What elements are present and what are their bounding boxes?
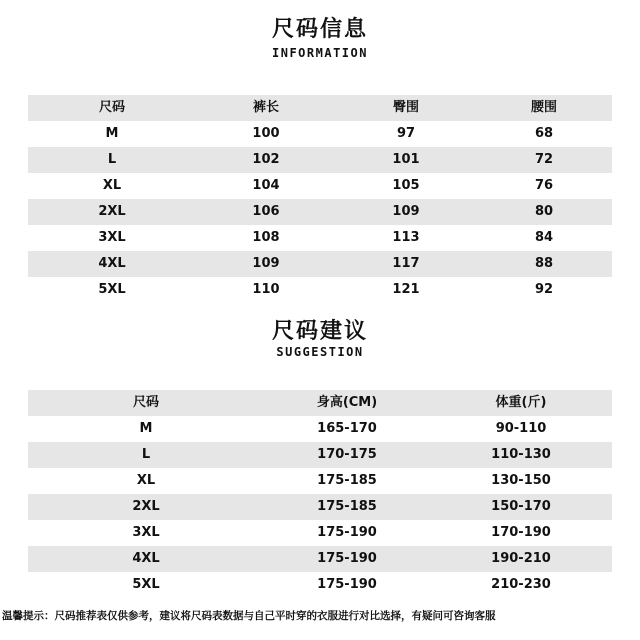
hip-cell: 101 [336,147,476,173]
suggestion-subtitle: SUGGESTION [276,345,364,359]
length-cell: 106 [196,199,336,225]
size-cell: L [28,442,264,468]
height-cell: 175-190 [317,577,377,592]
waist-cell: 80 [476,199,612,225]
length-cell: 108 [252,230,280,245]
hip-cell: 121 [392,282,420,297]
info-header-length: 裤长 [196,95,336,121]
table-row [28,225,612,251]
suggestion-title: 尺码建议 [271,319,368,344]
info-header-hip: 臀围 [336,95,476,121]
size-cell: XL [136,473,156,488]
suggestion-header-height: 身高(CM) [264,390,430,416]
size-cell: 3XL [132,525,160,540]
hip-cell: 117 [336,251,476,277]
size-cell: XL [102,178,122,193]
waist-cell: 76 [534,178,554,193]
table-row [28,199,612,225]
length-cell: 104 [252,178,280,193]
height-cell: 170-175 [264,442,430,468]
length-cell: 109 [196,251,336,277]
size-cell: 4XL [28,546,264,572]
table-row [28,416,612,442]
weight-cell: 110-130 [430,442,612,468]
size-cell: 5XL [132,577,160,592]
length-cell: 110 [252,282,280,297]
waist-cell: 84 [534,230,554,245]
height-cell: 175-190 [317,525,377,540]
hip-cell: 105 [392,178,420,193]
weight-cell: 90-110 [495,421,547,436]
info-table [28,95,612,303]
size-cell: 5XL [98,282,126,297]
tip-note: 温馨提示：尺码推荐表仅供参考，建议将尺码表数据与自己平时穿的衣服进行对比选择，有疑问可咨询客服 [2,610,496,622]
hip-cell: 109 [336,199,476,225]
hip-cell: 113 [392,230,420,245]
waist-cell: 68 [534,126,554,141]
weight-cell: 210-230 [491,577,551,592]
size-cell: 2XL [28,199,196,225]
height-cell: 175-185 [264,494,430,520]
weight-cell: 170-190 [491,525,551,540]
table-row [28,442,612,468]
waist-cell: 92 [534,282,554,297]
suggestion-header-size: 尺码 [28,390,264,416]
waist-cell: 88 [476,251,612,277]
table-row [28,121,612,147]
suggestion-header-row [28,390,612,416]
info-header-size: 尺码 [28,95,196,121]
table-row [28,520,612,546]
size-cell: M [139,421,153,436]
size-cell: 4XL [28,251,196,277]
table-row [28,468,612,494]
suggestion-header-weight: 体重(斤) [430,390,612,416]
hip-cell: 97 [396,126,416,141]
height-cell: 175-185 [317,473,377,488]
size-cell: 2XL [28,494,264,520]
size-cell: 3XL [98,230,126,245]
height-cell: 165-170 [317,421,377,436]
size-cell: M [105,126,119,141]
table-row [28,173,612,199]
table-row [28,572,612,598]
info-header-waist: 腰围 [476,95,612,121]
size-cell: L [28,147,196,173]
table-row [28,494,612,520]
info-subtitle: INFORMATION [272,46,368,60]
info-header-row [28,95,612,121]
suggestion-table [28,390,612,598]
length-cell: 100 [252,126,280,141]
weight-cell: 130-150 [491,473,551,488]
table-row [28,277,612,303]
weight-cell: 150-170 [430,494,612,520]
table-row [28,147,612,173]
table-row [28,251,612,277]
weight-cell: 190-210 [430,546,612,572]
table-row [28,546,612,572]
info-title: 尺码信息 [271,17,368,42]
height-cell: 175-190 [264,546,430,572]
length-cell: 102 [196,147,336,173]
waist-cell: 72 [476,147,612,173]
